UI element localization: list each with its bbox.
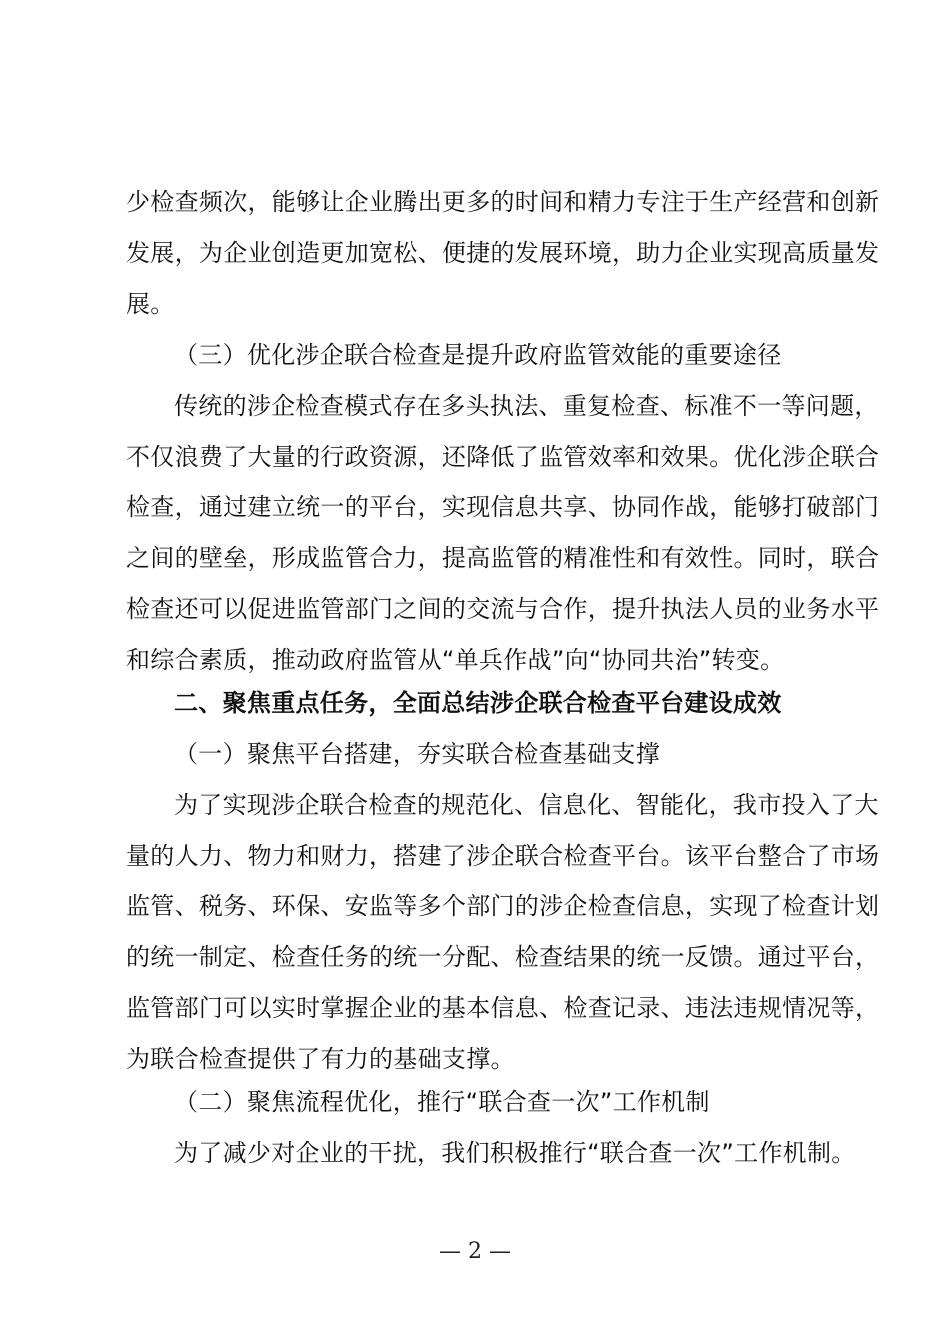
body-text-line: 少检查频次，能够让企业腾出更多的时间和精力专注于生产经营和创新	[126, 188, 880, 216]
body-text-line: 不仅浪费了大量的行政资源，还降低了监管效率和效果。优化涉企联合	[126, 443, 880, 471]
body-text-line: 发展，为企业创造更加宽松、便捷的发展环境，助力企业实现高质量发	[126, 239, 880, 267]
body-text-line: 之间的壁垒，形成监管合力，提高监管的精准性和有效性。同时，联合	[126, 544, 880, 572]
body-text-line: 和综合素质，推动政府监管从“单兵作战”向“协同共治”转变。	[126, 646, 785, 674]
body-text-line: 的统一制定、检查任务的统一分配、检查结果的统一反馈。通过平台，	[126, 943, 880, 971]
body-text-line: 展。	[126, 290, 175, 318]
page-number: — 2 —	[439, 1239, 511, 1264]
body-text-line: 为联合检查提供了有力的基础支撑。	[126, 1045, 515, 1073]
section-heading-2: （二）聚焦流程优化，推行“联合查一次”工作机制	[174, 1088, 710, 1116]
body-text-line: 检查还可以促进监管部门之间的交流与合作，提升执法人员的业务水平	[126, 595, 880, 623]
body-text-line: 量的人力、物力和财力，搭建了涉企联合检查平台。该平台整合了市场	[126, 842, 880, 870]
body-text-line: 为了减少对企业的干扰，我们积极推行“联合查一次”工作机制。	[174, 1139, 856, 1167]
body-text-line: 监管部门可以实时掌握企业的基本信息、检查记录、违法违规情况等，	[126, 994, 880, 1022]
chapter-heading-2: 二、聚焦重点任务，全面总结涉企联合检查平台建设成效	[174, 689, 782, 717]
body-text-line: 监管、税务、环保、安监等多个部门的涉企检查信息，实现了检查计划	[126, 892, 880, 920]
body-text-line: 传统的涉企检查模式存在多头执法、重复检查、标准不一等问题，	[174, 392, 879, 420]
section-heading-3: （三）优化涉企联合检查是提升政府监管效能的重要途径	[174, 341, 782, 369]
body-text-line: 检查，通过建立统一的平台，实现信息共享、协同作战，能够打破部门	[126, 493, 880, 521]
section-heading-1: （一）聚焦平台搭建，夯实联合检查基础支撑	[174, 740, 660, 768]
body-text-line: 为了实现涉企联合检查的规范化、信息化、智能化，我市投入了大	[174, 791, 879, 819]
